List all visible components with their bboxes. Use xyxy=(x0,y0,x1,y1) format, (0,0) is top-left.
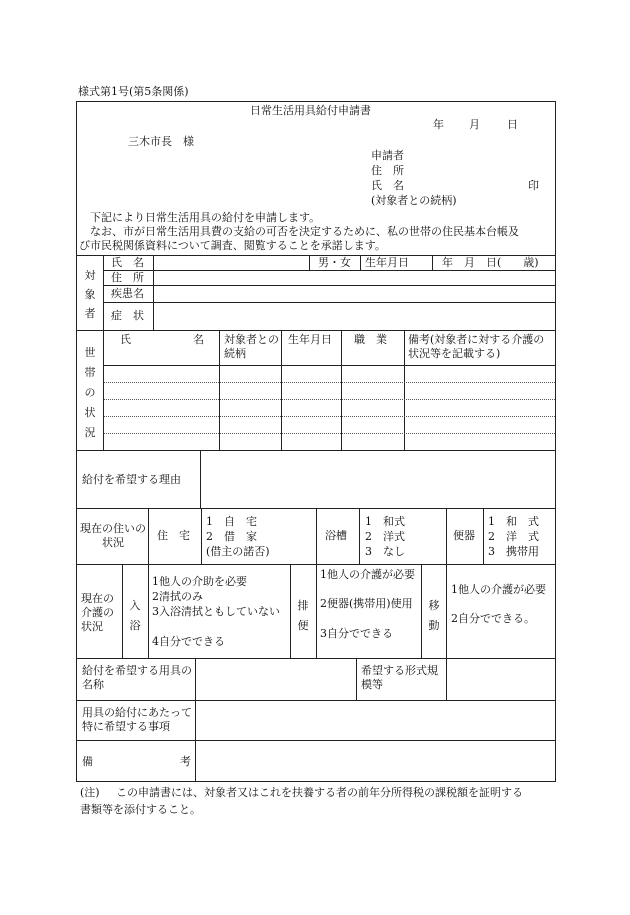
household-dotted-row-4 xyxy=(104,433,555,434)
note-line-1: この申請書には、対象者又はこれを扶養する者の前年分所得税の課税額を証明する xyxy=(116,786,523,799)
care-move-opt-1: 1他人の介護が必要 xyxy=(451,583,546,596)
equipment-spec-label: 希望する形式規模等 xyxy=(361,664,438,691)
equipment-div-1 xyxy=(195,658,196,740)
household-side-char-5: 況 xyxy=(84,426,96,439)
subject-birth-label: 生年月日 xyxy=(365,256,409,269)
household-col-relation: 対象者との続柄 xyxy=(224,333,279,360)
intro-line-3: び市民税関係資料について調査、閲覧することを承諾します。 xyxy=(79,239,386,252)
household-col-divider-1 xyxy=(219,330,220,450)
household-side-char-1: 世 xyxy=(84,346,96,359)
household-top-line xyxy=(76,330,556,331)
frame-bottom xyxy=(76,781,556,782)
care-div-6 xyxy=(446,564,447,658)
applicant-address: 住 所 xyxy=(371,164,404,177)
care-move-opt-2: 2自分でできる。 xyxy=(451,612,535,625)
household-side-char-2: 帯 xyxy=(84,366,96,379)
house-opt-3: (借主の諾否) xyxy=(206,545,270,558)
intro-line-2: なお、市が日常生活用具費の支給の可否を決定するために、私の世帯の住民基本台帳及 xyxy=(90,225,519,238)
household-col-divider-4 xyxy=(404,330,405,450)
care-bath-opt-4: 4自分でできる xyxy=(152,635,225,648)
applicant-relation: (対象者との続柄) xyxy=(371,194,457,207)
subject-address-label: 住 所 xyxy=(111,271,144,284)
remarks-label-right: 考 xyxy=(180,755,191,768)
housing-div-2 xyxy=(201,508,202,564)
form-number: 様式第1号(第5条関係) xyxy=(78,85,189,98)
subject-birthval-divider xyxy=(432,255,433,270)
note-label: (注) xyxy=(80,786,100,799)
note-line-2: 書類等を添付すること。 xyxy=(80,803,201,816)
care-div-2 xyxy=(148,564,149,658)
care-excretion-opt-3: 3自分でできる xyxy=(320,627,393,640)
household-side-char-3: の xyxy=(84,386,96,399)
subject-sex-divider xyxy=(309,255,310,270)
care-div-4 xyxy=(316,564,317,658)
house-label: 住 宅 xyxy=(157,529,190,542)
subject-row-line-3 xyxy=(103,302,556,303)
housing-div-1 xyxy=(148,508,149,564)
household-col-job: 職 業 xyxy=(354,333,387,346)
reason-top-line xyxy=(76,450,556,451)
care-bath-opt-3: 3入浴清拭ともしていない xyxy=(152,605,280,618)
applicant-name: 氏 名 xyxy=(371,179,404,192)
subject-row-line-1 xyxy=(103,270,556,271)
household-dotted-row-2 xyxy=(104,399,555,400)
care-excretion-opt-1: 1他人の介護が必要 xyxy=(320,568,415,581)
toilet-label: 便器 xyxy=(453,529,475,542)
subject-symptom-label: 症 状 xyxy=(111,309,144,322)
equipment-div-3 xyxy=(446,658,447,700)
household-col-note: 備考(対象者に対する介護の状況等を記載する) xyxy=(408,333,545,360)
remarks-top-line xyxy=(76,740,556,741)
house-opt-2: 2 借 家 xyxy=(206,530,257,543)
subject-side-char-1: 対 xyxy=(84,269,96,282)
housing-div-3 xyxy=(316,508,317,564)
subject-label-divider xyxy=(153,255,154,330)
reason-divider xyxy=(200,450,201,508)
care-label: 現在の介護の状況 xyxy=(81,592,114,633)
remarks-label-left: 備 xyxy=(82,755,93,768)
household-dotted-row-3 xyxy=(104,416,555,417)
subject-side-divider xyxy=(103,255,104,330)
addressee: 三木市長 様 xyxy=(128,135,194,148)
frame-left xyxy=(76,101,77,781)
special-wish-label: 用具の給付にあたって特に希望する事項 xyxy=(82,706,192,733)
housing-div-4 xyxy=(359,508,360,564)
household-col-birth: 生年月日 xyxy=(288,333,332,346)
subject-name-label: 氏 名 xyxy=(111,256,144,269)
intro-line-1: 下記により日常生活用具の給付を申請します。 xyxy=(90,211,321,224)
subject-side-char-2: 象 xyxy=(84,288,96,301)
housing-div-5 xyxy=(446,508,447,564)
form-title: 日常生活用具給付申請書 xyxy=(250,104,371,117)
care-div-3 xyxy=(290,564,291,658)
equipment-div-2 xyxy=(356,658,357,700)
household-col-name-1: 氏 xyxy=(120,333,131,346)
household-side-char-4: 状 xyxy=(84,406,96,419)
equipment-label: 給付を希望する用具の名称 xyxy=(82,664,192,691)
reason-label: 給付を希望する理由 xyxy=(82,473,181,486)
subject-disease-label: 疾患名 xyxy=(111,287,144,300)
care-div-1 xyxy=(122,564,123,658)
remarks-divider xyxy=(195,740,196,781)
toilet-opt-2: 2 洋 式 xyxy=(488,530,539,543)
bath-opt-2: 2 洋式 xyxy=(365,530,405,543)
toilet-opt-1: 1 和 式 xyxy=(488,515,539,528)
care-excretion-label: 排便 xyxy=(297,599,309,632)
care-move-label: 移動 xyxy=(428,599,440,632)
subject-side-char-3: 者 xyxy=(84,307,96,320)
care-bath-char-1: 入浴 xyxy=(129,599,141,632)
household-header-line xyxy=(103,365,556,366)
wish-top-line xyxy=(76,700,556,701)
subject-sex-label: 男・女 xyxy=(318,256,351,269)
housing-div-6 xyxy=(483,508,484,564)
seal-mark: 印 xyxy=(528,179,539,192)
care-excretion-opt-2: 2便器(携帯用)使用 xyxy=(320,597,413,610)
housing-label: 現在の住いの状況 xyxy=(80,522,146,549)
bath-label: 浴槽 xyxy=(325,529,347,542)
house-opt-1: 1 自 宅 xyxy=(206,515,257,528)
household-side-divider xyxy=(103,330,104,450)
subject-row-line-2 xyxy=(103,285,556,286)
care-div-5 xyxy=(421,564,422,658)
bath-opt-1: 1 和式 xyxy=(365,515,405,528)
household-col-divider-3 xyxy=(341,330,342,450)
equipment-top-line xyxy=(76,658,556,659)
care-bath-opt-1: 1他人の介助を必要 xyxy=(152,575,247,588)
date-year: 年 xyxy=(433,118,444,131)
frame-right xyxy=(555,101,556,781)
care-bath-opt-2: 2清拭のみ xyxy=(152,590,203,603)
date-day: 日 xyxy=(507,118,518,131)
subject-birth-divider xyxy=(360,255,361,270)
date-month: 月 xyxy=(469,118,480,131)
household-col-divider-2 xyxy=(281,330,282,450)
toilet-opt-3: 3 携帯用 xyxy=(488,545,539,558)
frame-top xyxy=(76,101,556,102)
applicant-label: 申請者 xyxy=(371,149,404,162)
household-dotted-row-1 xyxy=(104,382,555,383)
household-col-name-2: 名 xyxy=(193,333,204,346)
subject-birth-value: 年 月 日( 歳) xyxy=(442,256,539,269)
bath-opt-3: 3 なし xyxy=(365,545,405,558)
